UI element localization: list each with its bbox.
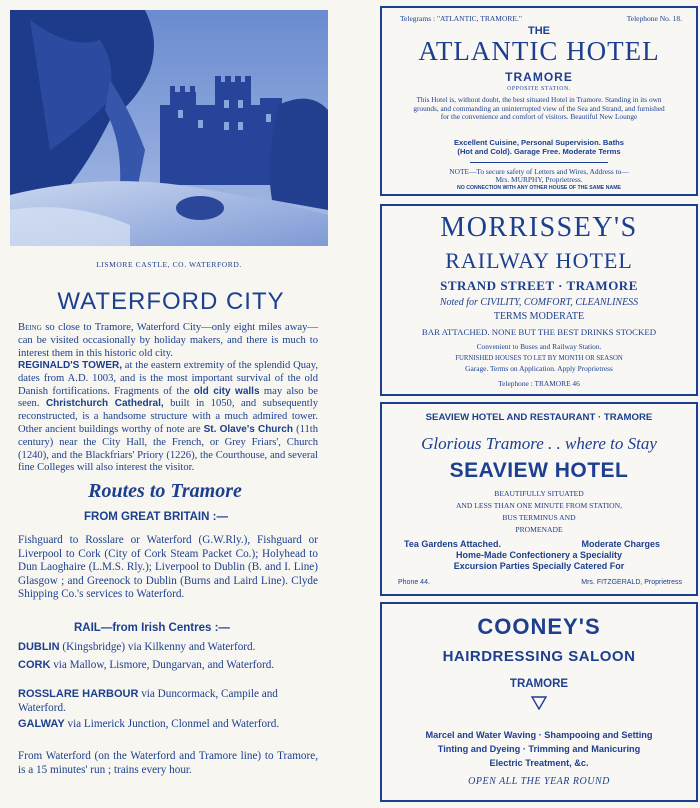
- history-text-2: may also be seen.: [18, 385, 318, 410]
- rail-route-cork: [18, 659, 318, 673]
- history-text-1: at the eastern extremity of the splendid Quay, dates from A.D. 1003, and is the most important survival of the old Danish fortifications. Fragments of the: [18, 360, 318, 397]
- seaview-desc-2: AND LESS THAN ONE MINUTE FROM STATION,: [455, 501, 623, 510]
- atlantic-divider: [470, 162, 608, 163]
- great-britain-routes: Fishguard to Rosslare or Waterford (G.W.Rly.), Fishguard or Liverpool to Cork (City of Cork Steam Packet Co.); Holyhead to Dun Laoghaire (L.M.S. Rly.); Liverpool to Dublin (B. and I. Line) Glasgow ; and Greenock to Dublin (Burns and Laird Line). Clyde Shipping Co.'s services to Waterford.: [18, 534, 318, 601]
- intro-lead: Being: [18, 322, 42, 333]
- seaview-desc-4: PROMENADE: [515, 525, 563, 534]
- atlantic-features-line-2: (Hot and Cold). Garage Free. Moderate Terms: [457, 147, 621, 156]
- rail-route-rosslare: [18, 688, 318, 715]
- atlantic-telegrams: Telegrams : "ATLANTIC, TRAMORE.": [400, 14, 522, 23]
- seaview-tagline: Glorious Tramore . . where to Stay: [421, 434, 657, 453]
- cooneys-subtitle: HAIRDRESSING SALOON: [442, 648, 636, 665]
- atlantic-hotel-ad: [380, 6, 698, 196]
- route-place: GALWAY: [18, 718, 65, 730]
- route-place: DUBLIN: [18, 641, 60, 653]
- seaview-hotel-ad: [380, 402, 698, 596]
- atlantic-town: TRAMORE: [505, 70, 573, 84]
- seaview-proprietress: Mrs. FITZGERALD, Proprietress: [581, 579, 682, 586]
- morrisseys-name: MORRISSEY'S: [440, 212, 638, 243]
- atlantic-telephone: Telephone No. 18.: [626, 14, 682, 23]
- atlantic-no-connection: NO CONNECTION WITH ANY OTHER HOUSE OF THE SAME NAME: [457, 185, 621, 191]
- cooneys-services-line-3: Electric Treatment, &c.: [489, 758, 589, 768]
- photo-caption: LISMORE CASTLE, CO. WATERFORD.: [96, 260, 242, 269]
- morrisseys-subtitle: RAILWAY HOTEL: [445, 248, 633, 273]
- old-city-walls-label: old city walls: [193, 385, 260, 397]
- atlantic-the: THE: [528, 25, 550, 37]
- history-paragraph: [18, 360, 318, 475]
- cooneys-services-line-2: Tinting and Dyeing · Trimming and Manicuring: [437, 744, 641, 754]
- seaview-desc-3: BUS TERMINUS AND: [502, 513, 576, 522]
- intro-paragraph: [18, 322, 318, 360]
- morrisseys-hotel-ad: [380, 204, 698, 396]
- route-text: via Duncormack, Campile and Waterford.: [18, 688, 278, 714]
- rail-route-galway: [18, 718, 318, 732]
- cooneys-name: COONEY'S: [477, 614, 601, 639]
- from-great-britain-heading: FROM GREAT BRITAIN :—: [84, 511, 228, 523]
- morrisseys-convenient: Convenient to Buses and Railway Station.: [476, 342, 602, 351]
- closing-note: From Waterford (on the Waterford and Tramore line) to Tramore, is a 15 minutes' run ; trains every hour.: [18, 750, 318, 776]
- seaview-desc-1: BEAUTIFULLY SITUATED: [494, 489, 584, 498]
- seaview-charges: Moderate Charges: [581, 539, 660, 549]
- atlantic-hotel-name: ATLANTIC HOTEL: [418, 36, 660, 66]
- seaview-phone: Phone 44.: [398, 579, 430, 586]
- cooneys-town: TRAMORE: [509, 678, 569, 690]
- morrisseys-street: STRAND STREET · TRAMORE: [440, 278, 638, 293]
- cooneys-open: OPEN ALL THE YEAR ROUND: [468, 776, 610, 787]
- morrisseys-terms: TERMS MODERATE: [493, 311, 585, 322]
- route-text: (Kingsbridge) via Kilkenny and Waterford.: [62, 641, 256, 653]
- cooneys-saloon-ad: [380, 602, 698, 802]
- rail-heading: RAIL—from Irish Centres :—: [74, 622, 230, 634]
- cooneys-triangle-ornament: [382, 696, 696, 712]
- morrisseys-furnished: FURNISHED HOUSES TO LET BY MONTH OR SEASON: [455, 355, 623, 362]
- intro-text: so close to Tramore, Waterford City—only eight miles away—can be visited occasionally by holiday makers, and there is much to interest them in this historic old city.: [18, 322, 319, 359]
- morrisseys-noted-for: Noted for CIVILITY, COMFORT, CLEANLINESS: [439, 297, 639, 308]
- christchurch-label: Christchurch Cathedral,: [45, 398, 164, 410]
- atlantic-features-line-1: Excellent Cuisine, Personal Supervision. Baths: [453, 138, 625, 147]
- history-text-3: built in 1050, and subsequently reconstructed, is a handsome structure with a much admired tower. Other ancient buildings worthy of note are: [18, 398, 318, 435]
- routes-title: Routes to Tramore: [88, 480, 242, 502]
- seaview-tea-gardens: Tea Gardens Attached.: [404, 539, 502, 549]
- atlantic-opposite-station: OPPOSITE STATION.: [507, 86, 571, 92]
- seaview-name: SEAVIEW HOTEL: [449, 459, 629, 482]
- seaview-header: SEAVIEW HOTEL AND RESTAURANT · TRAMORE: [425, 412, 653, 423]
- reginalds-tower-label: REGINALD'S TOWER,: [18, 360, 122, 371]
- rail-route-dublin: [18, 641, 318, 655]
- morrisseys-bar: BAR ATTACHED. NONE BUT THE BEST DRINKS STOCKED: [421, 327, 657, 337]
- seaview-excursions: Excursion Parties Specially Catered For: [453, 561, 625, 571]
- atlantic-description: This Hotel is, without doubt, the best situated Hotel in Tramore. Standing in its own grounds, and commanding an uninterrupted view of the Sea and Strand, and furnished for the convenience and comfort of visitors. Beautiful New Lounge: [413, 95, 665, 122]
- history-text-4: (11th century) near the City Hall, the French, or Grey Friars', Church (1240), and the Blackfriars' Priory (1226), the Courthouse, and several fine Colleges will also interest the visitor.: [18, 423, 319, 474]
- seaview-confectionery: Home-Made Confectionery a Speciality: [455, 550, 623, 560]
- morrisseys-telephone: Telephone : TRAMORE 46: [498, 379, 580, 388]
- morrisseys-garage: Garage. Terms on Application. Apply Proprietress: [465, 364, 613, 373]
- atlantic-note-line-1: NOTE—To secure safety of Letters and Wires, Address to—: [449, 167, 629, 176]
- cooneys-services-line-1: Marcel and Water Waving · Shampooing and Setting: [425, 730, 653, 740]
- page-title: WATERFORD CITY: [57, 288, 285, 315]
- lismore-castle-photo: [10, 10, 328, 246]
- route-place: ROSSLARE HARBOUR: [18, 688, 139, 700]
- route-place: CORK: [18, 659, 51, 671]
- route-text: via Mallow, Lismore, Dungarvan, and Waterford.: [53, 659, 275, 671]
- st-olaves-label: St. Olave's Church: [203, 423, 293, 435]
- left-page: [0, 0, 342, 808]
- atlantic-note-line-2: Mrs. MURPHY, Proprietress.: [495, 175, 583, 184]
- route-text: via Limerick Junction, Clonmel and Waterford.: [67, 718, 280, 730]
